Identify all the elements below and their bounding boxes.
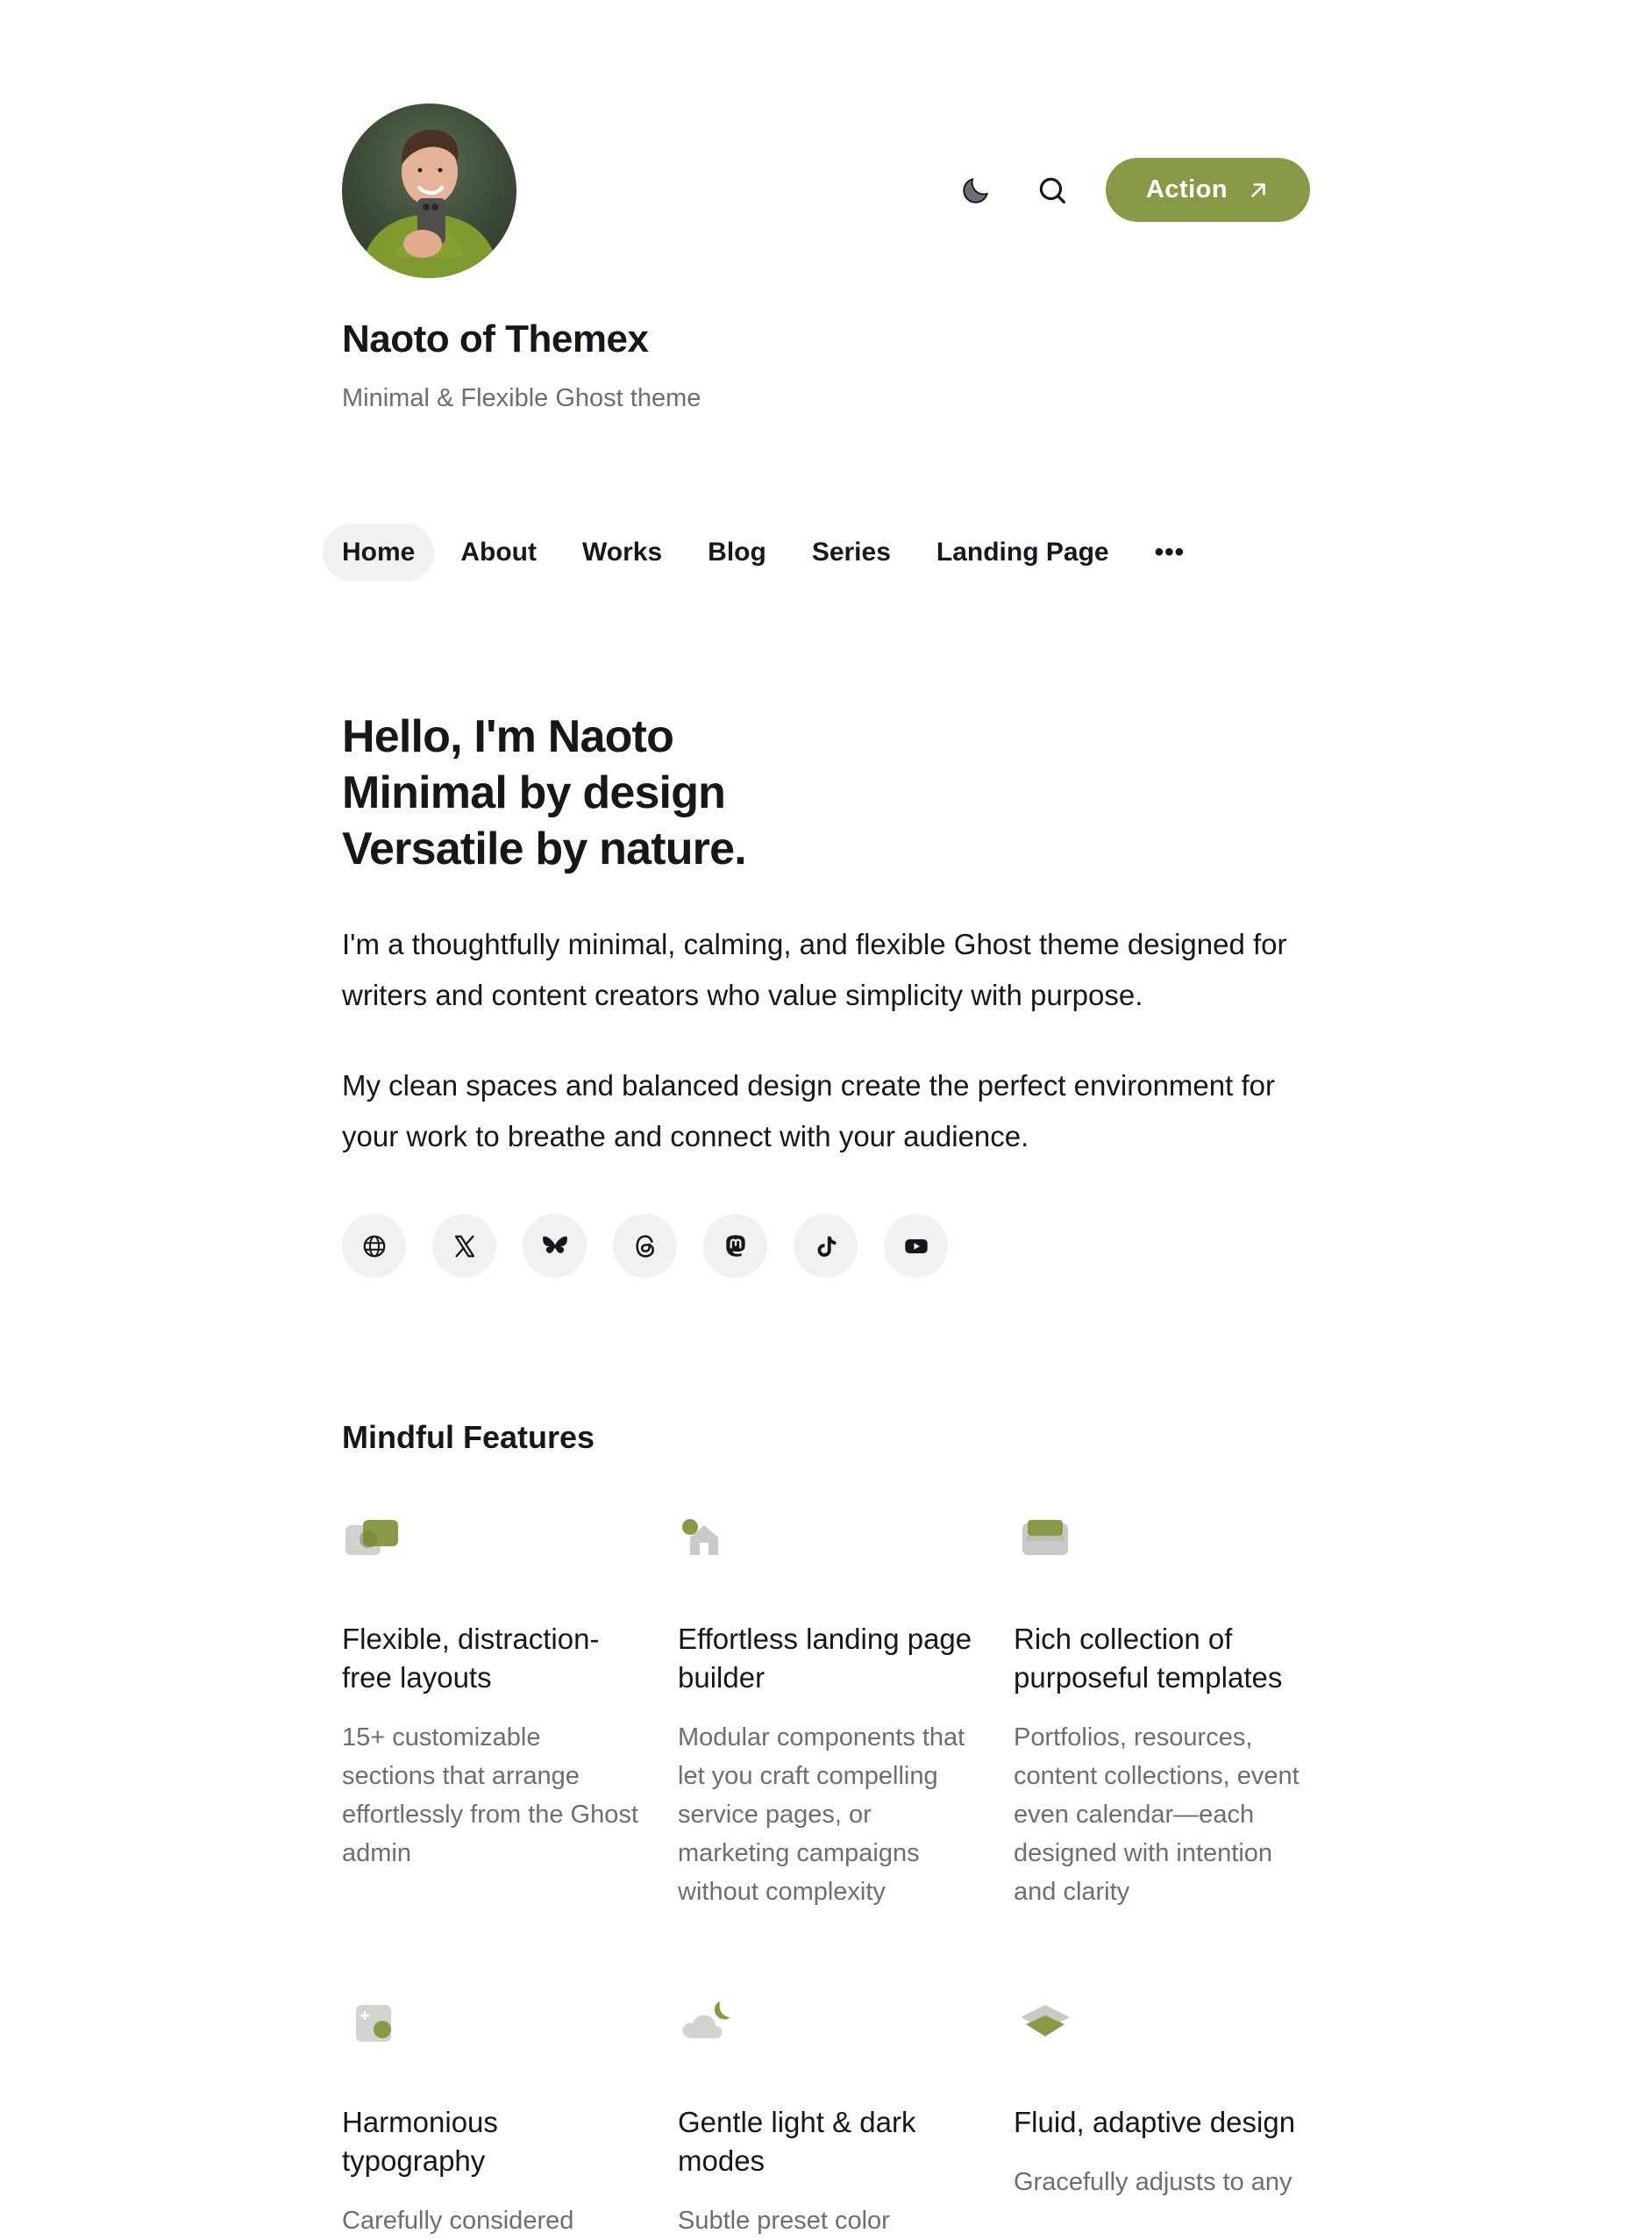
- feature-title: Fluid, adaptive design: [1014, 2106, 1296, 2138]
- feature-card: [342, 1513, 640, 1873]
- feature-card: [678, 1996, 976, 2240]
- social-website-link[interactable]: [342, 1214, 406, 1278]
- arrow-up-right-icon: [1247, 179, 1270, 202]
- feature-title: Effortless landing page builder: [678, 1623, 972, 1694]
- social-links: [342, 1214, 948, 1278]
- threads-icon: [631, 1232, 659, 1260]
- feature-text: Modular components that let you craft compelling service pages, or marketing campaigns without complexity: [678, 1723, 965, 1906]
- hero-title: [342, 709, 746, 877]
- avatar[interactable]: [342, 103, 516, 278]
- hero-title-line: Versatile by nature.: [342, 824, 746, 874]
- moon-icon: [959, 174, 993, 207]
- avatar-photo: [342, 103, 516, 278]
- adaptive-icon: [1014, 1996, 1077, 2049]
- nav-item-works[interactable]: Works: [582, 538, 663, 567]
- site-title[interactable]: Naoto of Themex: [342, 317, 649, 360]
- header-actions: [953, 158, 1310, 222]
- feature-text: Subtle preset color: [678, 2207, 890, 2235]
- social-bluesky-link[interactable]: [523, 1214, 587, 1278]
- feature-card: [1014, 1996, 1312, 2201]
- x-icon: [452, 1233, 478, 1259]
- search-button[interactable]: [1029, 168, 1075, 213]
- hero-title-line: Hello, I'm Naoto: [342, 711, 674, 762]
- action-button[interactable]: [1106, 158, 1310, 222]
- feature-title: Gentle light & dark modes: [678, 2106, 916, 2177]
- feature-title: Harmonious typography: [342, 2106, 498, 2177]
- nav-item-series[interactable]: Series: [811, 538, 891, 567]
- hero-paragraph: I'm a thoughtfully minimal, calming, and flexible Ghost theme designed for writers and content creators who value simplicity with purpose.: [342, 928, 1287, 1011]
- light-dark-icon: [678, 1996, 741, 2049]
- feature-title: Flexible, distraction-free layouts: [342, 1623, 600, 1694]
- layouts-icon: [342, 1513, 405, 1566]
- youtube-icon: [902, 1232, 930, 1260]
- social-youtube-link[interactable]: [884, 1214, 948, 1278]
- feature-title: Rich collection of purposeful templates: [1014, 1623, 1283, 1694]
- social-tiktok-link[interactable]: [794, 1214, 858, 1278]
- feature-text: Portfolios, resources, content collections, event even calendar—each designed with intention and clarity: [1014, 1723, 1300, 1906]
- nav-item-blog[interactable]: Blog: [708, 538, 766, 567]
- feature-card: [678, 1513, 976, 1911]
- globe-icon: [361, 1233, 388, 1259]
- action-button-label: Action: [1145, 175, 1228, 203]
- site-description: Minimal & Flexible Ghost theme: [342, 384, 701, 412]
- mastodon-icon: [722, 1232, 750, 1260]
- nav-item-landing-page[interactable]: Landing Page: [936, 538, 1109, 567]
- tiktok-icon: [813, 1233, 839, 1259]
- search-icon: [1036, 174, 1069, 207]
- typography-icon: [342, 1996, 405, 2049]
- feature-text: Gracefully adjusts to any: [1014, 2168, 1292, 2196]
- hero-title-line: Minimal by design: [342, 767, 726, 818]
- hero-paragraph: My clean spaces and balanced design create the perfect environment for your work to breathe and connect with your audience.: [342, 1069, 1275, 1152]
- features-title: Mindful Features: [342, 1419, 595, 1455]
- theme-toggle-button[interactable]: [953, 168, 999, 213]
- feature-text: Carefully considered: [342, 2207, 574, 2235]
- nav-item-about[interactable]: About: [460, 538, 537, 567]
- main-nav: [323, 524, 1204, 581]
- landing-page-icon: [678, 1513, 741, 1566]
- bluesky-icon: [540, 1231, 570, 1261]
- social-threads-link[interactable]: [613, 1214, 677, 1278]
- feature-card: [342, 1996, 640, 2240]
- social-mastodon-link[interactable]: [703, 1214, 767, 1278]
- nav-item-home[interactable]: Home: [323, 524, 434, 581]
- social-x-link[interactable]: [432, 1214, 496, 1278]
- feature-text: 15+ customizable sections that arrange effortlessly from the Ghost admin: [342, 1723, 638, 1867]
- feature-card: [1014, 1513, 1312, 1911]
- nav-more-button[interactable]: •••: [1154, 538, 1186, 567]
- templates-icon: [1014, 1513, 1077, 1566]
